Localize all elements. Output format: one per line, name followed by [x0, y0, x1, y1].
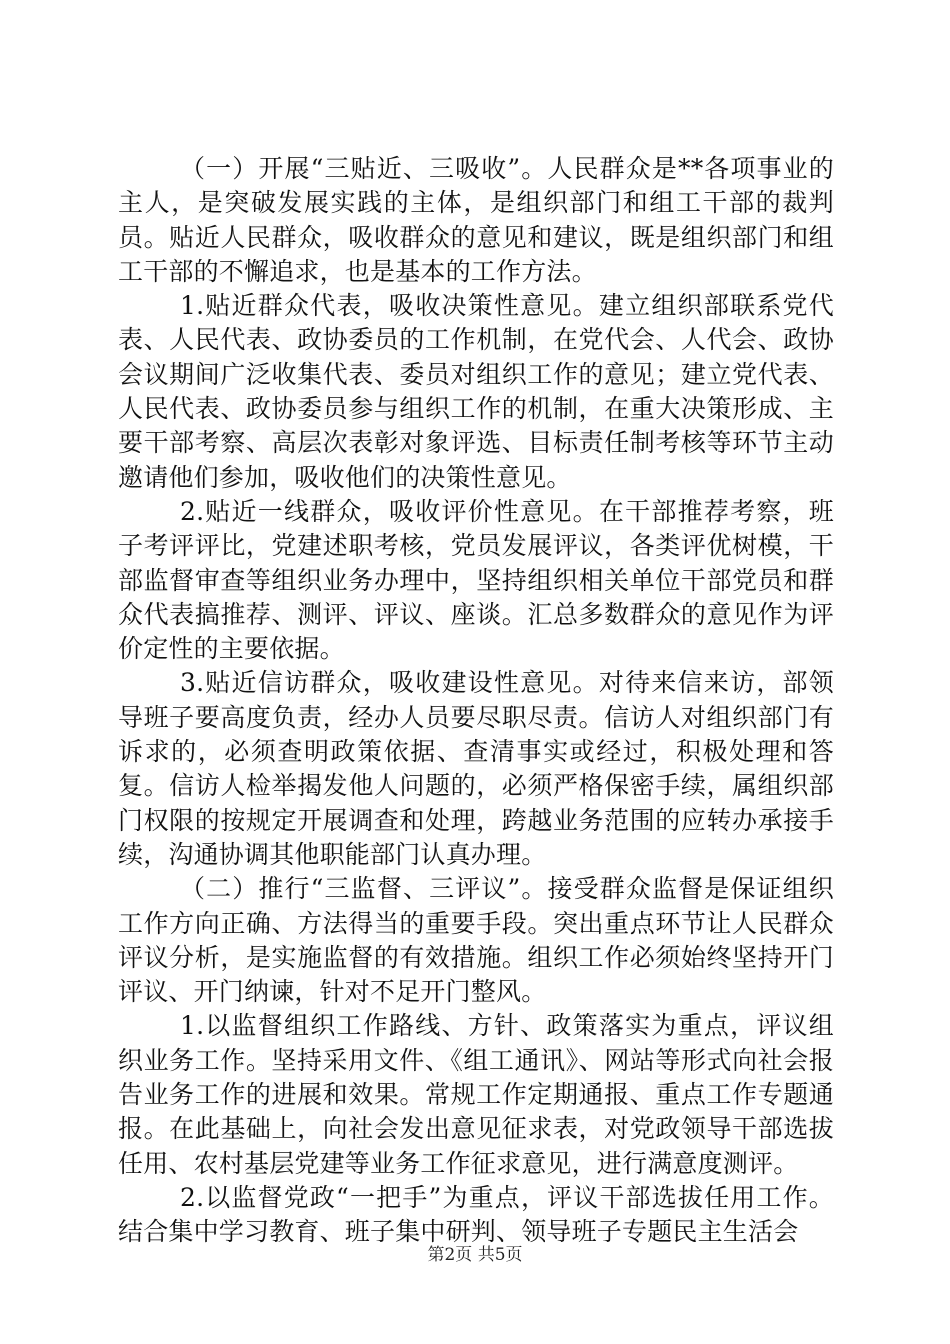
body-text: [118, 152, 834, 1250]
paragraph-item-1-1: 1.贴近群众代表，吸收决策性意见。建立组织部联系党代表、人民代表、政协委员的工作机制，在党代会、人代会、政协会议期间广泛收集代表、委员对组织工作的意见；建立党代表、人民代表、政协委员参与组织工作的机制，在重大决策形成、主要干部考察、高层次表彰对象评选、目标责任制考核等环节主动邀请他们参加，吸收他们的决策性意见。: [118, 291, 834, 492]
paragraph-item-1-2: 2.贴近一线群众，吸收评价性意见。在干部推荐考察，班子考评评比，党建述职考核，党员发展评议，各类评优树模，干部监督审查等组织业务办理中，坚持组织相关单位干部党员和群众代表搞推荐、测评、评议、座谈。汇总多数群众的意见作为评价定性的主要依据。: [118, 496, 834, 664]
paragraph-item-1-3: 3.贴近信访群众，吸收建设性意见。对待来信来访，部领导班子要高度负责，经办人员要尽职尽责。信访人对组织部门有诉求的，必须查明政策依据、查清事实或经过，积极处理和答复。信访人检举揭发他人问题的，必须严格保密手续，属组织部门权限的按规定开展调查和处理，跨越业务范围的应转办承接手续，沟通协调其他职能部门认真办理。: [118, 668, 834, 869]
paragraph-section-2-heading: （二）推行“三监督、三评议”。接受群众监督是保证组织工作方向正确、方法得当的重要手段。突出重点环节让人民群众评议分析，是实施监督的有效措施。组织工作必须始终坚持开门评议、开门纳谏，针对不足开门整风。: [118, 874, 834, 1007]
paragraph-section-1-heading: （一）开展“三贴近、三吸收”。人民群众是**各项事业的主人，是突破发展实践的主体，是组织部门和组工干部的裁判员。贴近人民群众，吸收群众的意见和建议，既是组织部门和组工干部的不懈追求，也是基本的工作方法。: [118, 154, 834, 286]
paragraph-item-2-1: 1.以监督组织工作路线、方针、政策落实为重点，评议组织业务工作。坚持采用文件、《组工通讯》、网站等形式向社会报告业务工作的进展和效果。常规工作定期通报、重点工作专题通报。在此基础上，向社会发出意见征求表，对党政领导干部选拔任用、农村基层党建等业务工作征求意见，进行满意度测评。: [118, 1011, 834, 1178]
page-footer: 第2页 共5页: [427, 1245, 523, 1265]
paragraph-item-2-2: 2.以监督党政“一把手”为重点，评议干部选拔任用工作。结合集中学习教育、班子集中研判、领导班子专题民主生活会: [118, 1182, 834, 1247]
